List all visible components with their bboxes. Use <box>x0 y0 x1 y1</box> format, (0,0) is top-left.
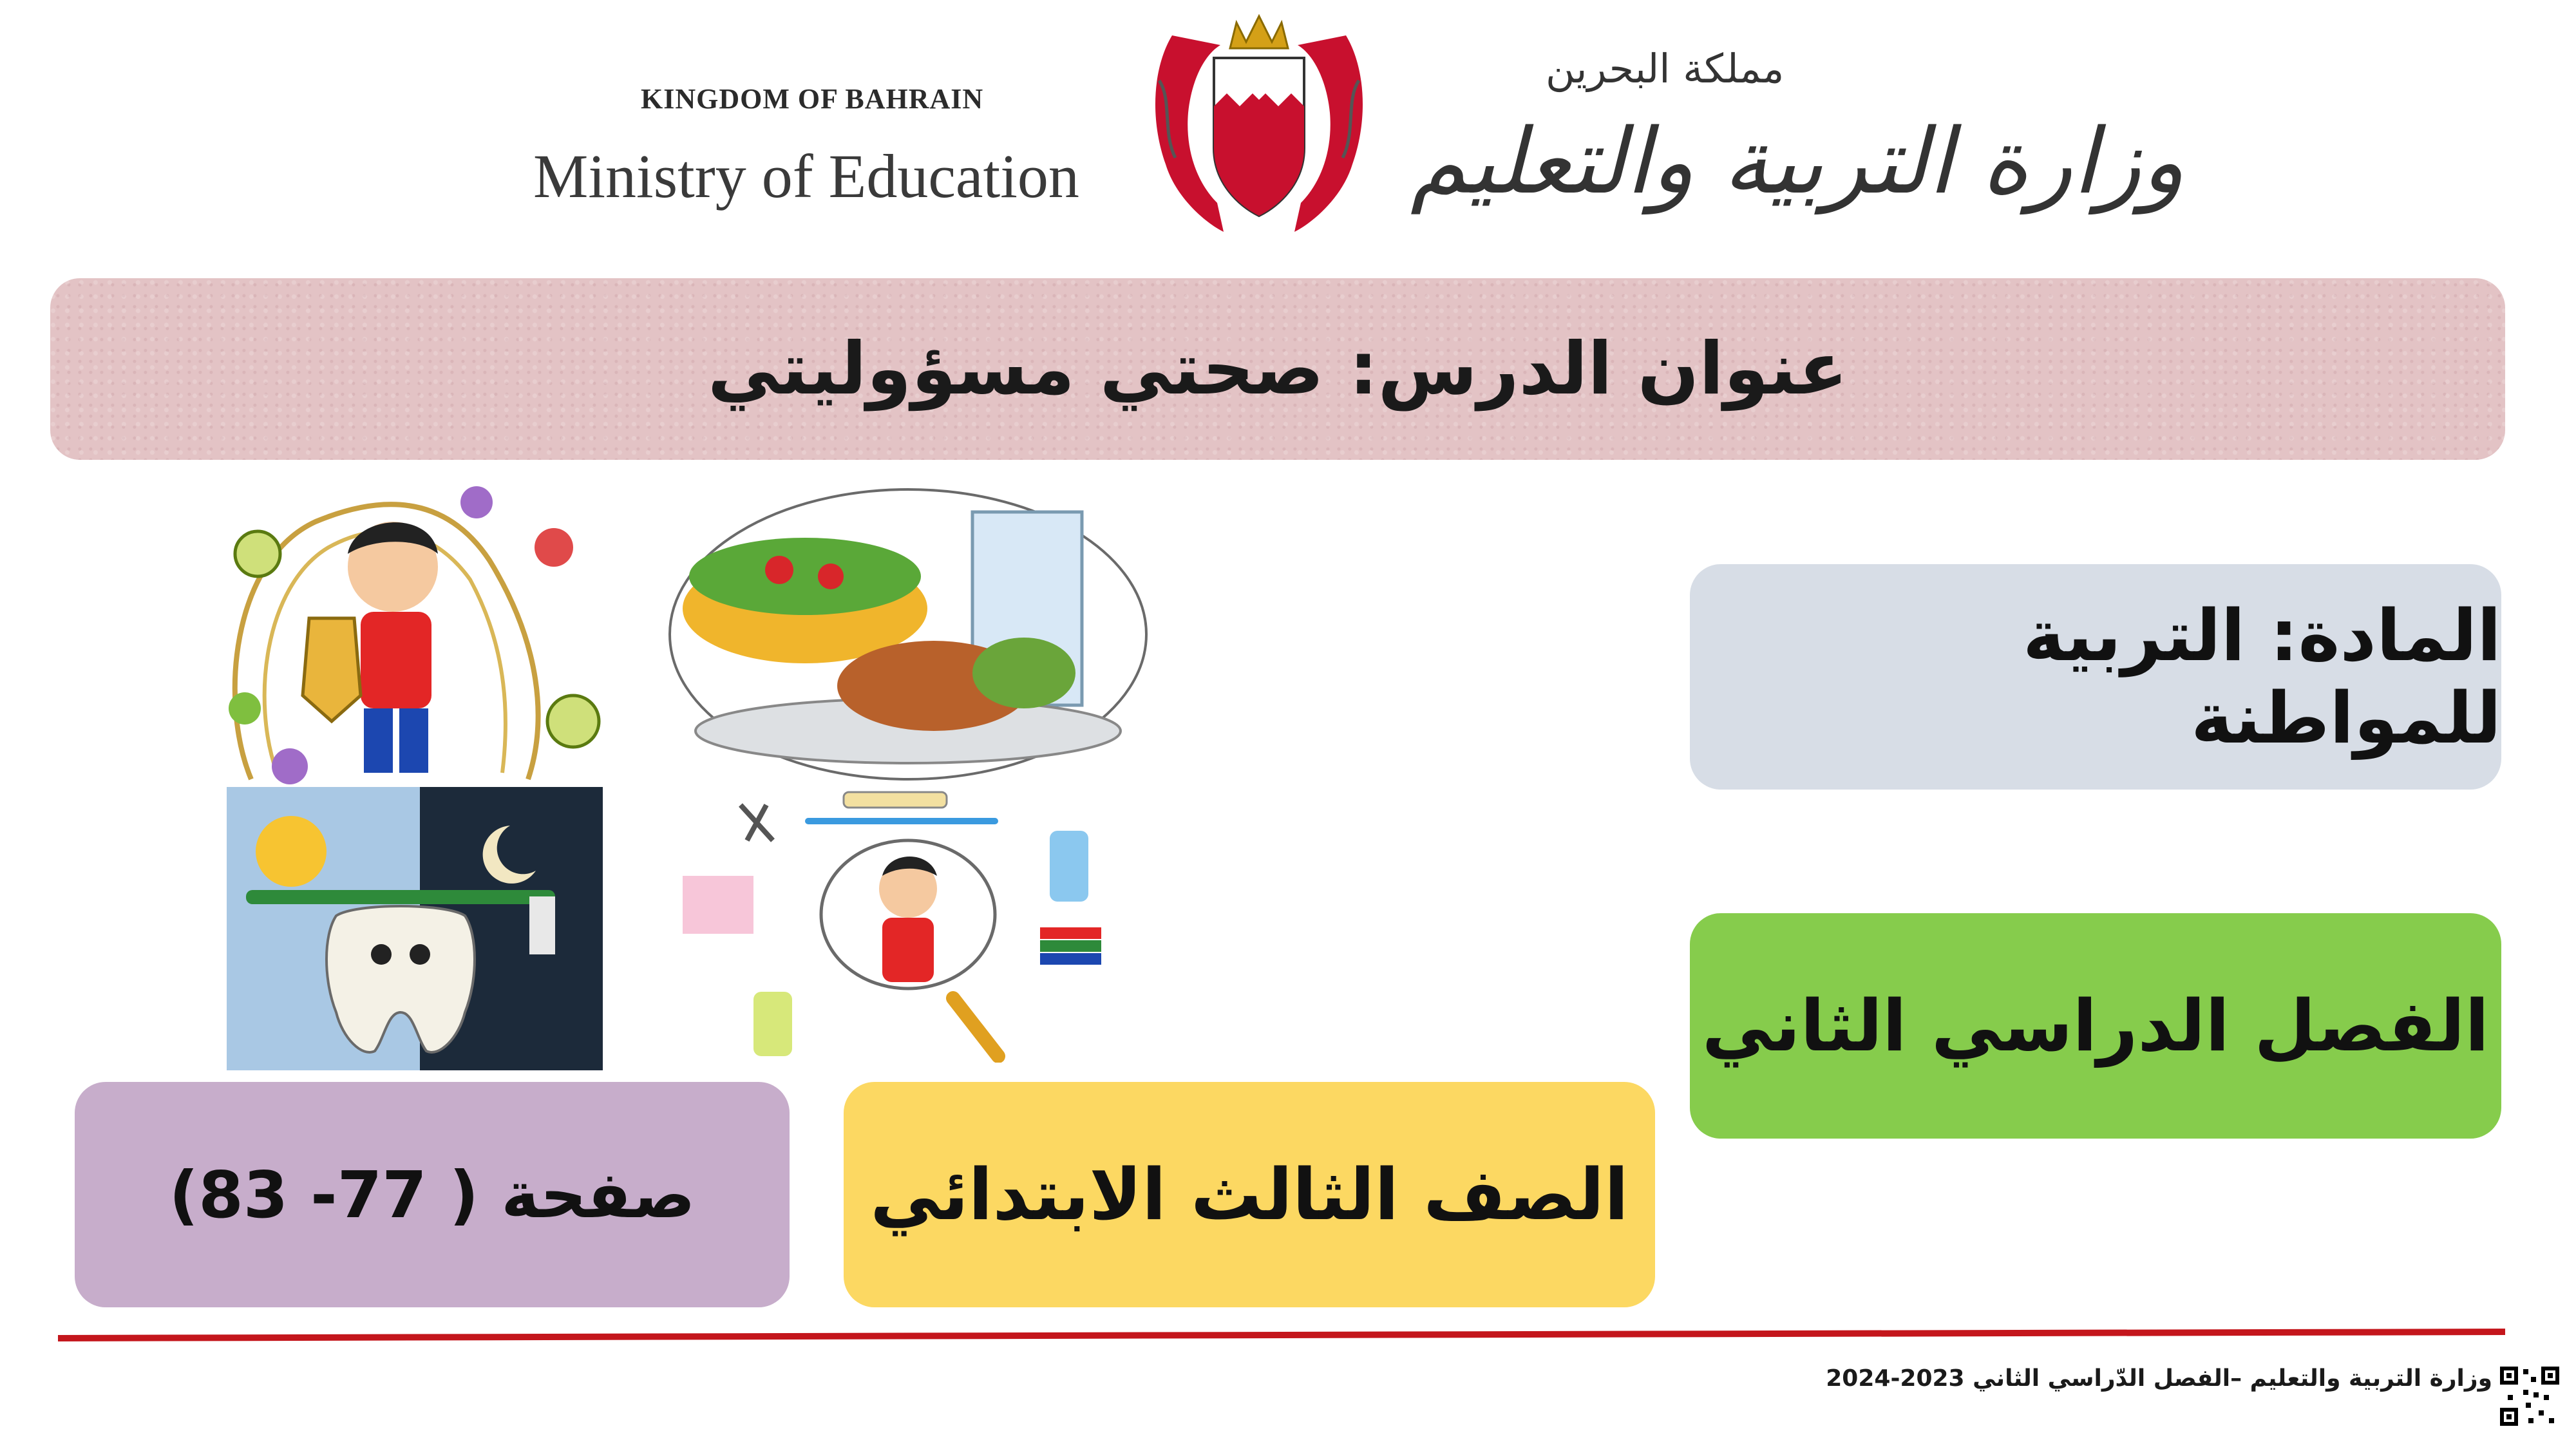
ministry-name-en: Ministry of Education <box>533 142 1079 211</box>
healthy-meal-icon <box>663 473 1153 782</box>
subject-label: المادة: التربية للمواطنة <box>2023 594 2501 759</box>
kingdom-name-en: KINGDOM OF BAHRAIN <box>641 83 984 115</box>
semester-box <box>1690 913 2501 1139</box>
pages-box <box>75 1082 790 1307</box>
grade-label: الصف الثالث الابتدائي <box>870 1153 1629 1236</box>
hygiene-items-icon <box>676 779 1114 1063</box>
bahrain-emblem-icon <box>1146 10 1372 242</box>
grade-box <box>844 1082 1655 1307</box>
bottom-divider <box>58 1329 2505 1341</box>
semester-label: الفصل الدراسي الثاني <box>1701 985 2490 1067</box>
lesson-title-bar <box>50 278 2505 460</box>
tooth-brushing-icon <box>227 787 603 1070</box>
qr-code-icon[interactable] <box>2497 1364 2562 1428</box>
strong-boy-germs-icon <box>180 477 644 786</box>
kingdom-name-ar: مملكة البحرين <box>1546 45 1785 92</box>
lesson-title: عنوان الدرس: صحتي مسؤوليتي <box>707 327 1848 411</box>
ministry-name-ar: وزارة التربية والتعليم <box>1410 109 2185 214</box>
subject-box <box>1690 564 2501 790</box>
footer-text: وزارة التربية والتعليم –الفصل الدّراسي الثاني 2023-2024 <box>1826 1365 2492 1392</box>
pages-label: صفحة ( 77- 83) <box>169 1157 696 1233</box>
